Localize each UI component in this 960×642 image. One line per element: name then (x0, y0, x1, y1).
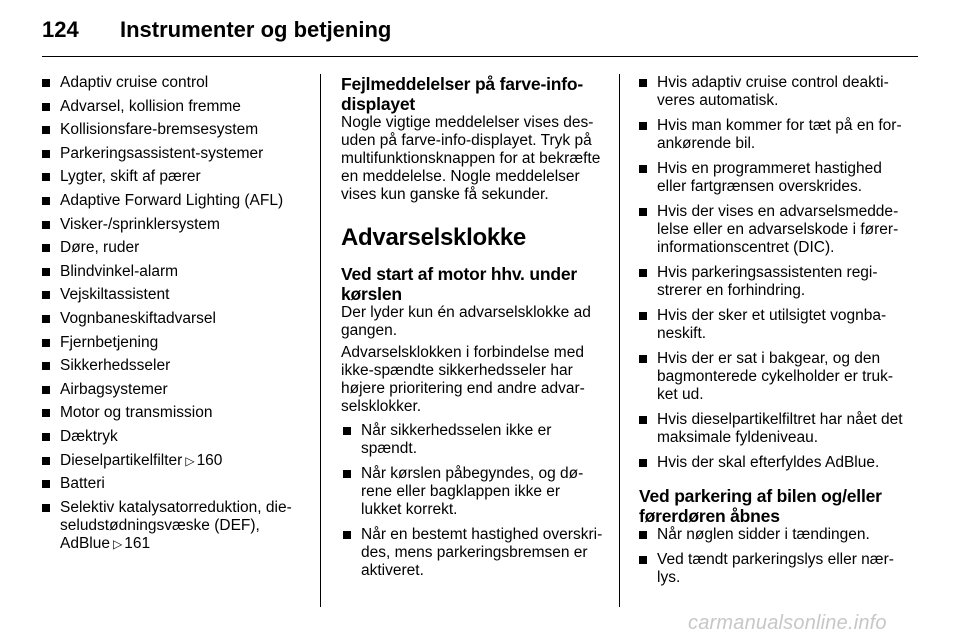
list-item-text: Sikkerhedsseler (60, 357, 171, 375)
list-item (343, 526, 603, 580)
list-item (42, 404, 306, 422)
page-header (42, 14, 918, 60)
list-item (42, 263, 306, 281)
list-item-text: Fjernbetjening (60, 333, 159, 351)
list-item-text: Når kørslen påbegyndes, og dørene eller bagklappen ikke er lukket korrekt. (361, 465, 584, 518)
header-rule (42, 56, 918, 57)
list-item-text: Hvis der sker et utilsigtet vognbaneskift. (657, 307, 887, 342)
page-number: 124 (42, 17, 79, 42)
list-item (42, 216, 306, 234)
list-item (42, 475, 306, 493)
list-item (42, 310, 306, 328)
page-title: Instrumenter og betjening (120, 17, 392, 42)
section-heading: Fejlmeddelelser på farve-info-displayet (341, 74, 583, 114)
list-item-text: Hvis man kommer for tæt på en forankørende bil. (657, 117, 902, 152)
page-reference[interactable]: 160 (196, 451, 223, 469)
section-paragraph: Nogle vigtige meddelelser vises desuden på farve-info-displayet. Tryk på multifunktionsknappen for at bekræfte en meddelelse. Nogle meddelelser vises kun ganske få sekunder. (341, 114, 601, 203)
list-item (42, 121, 306, 139)
list-item (639, 160, 903, 196)
chapter-heading: Advarselsklokke (341, 224, 526, 251)
list-item (42, 286, 306, 304)
list-item-text: Dieselpartikelfilter (60, 451, 183, 469)
list-item (639, 307, 903, 343)
column-2 (341, 74, 603, 587)
list-item (42, 381, 306, 399)
paragraph: Der lyder kun én advarselsklokke ad gangen. (341, 304, 591, 339)
list-item (639, 203, 903, 257)
chime-list (343, 422, 603, 580)
list-item (639, 454, 903, 472)
list-item-text: Kollisionsfare-bremsesystem (60, 121, 259, 139)
list-item (42, 74, 306, 92)
list-item (343, 422, 603, 458)
topic-list (42, 74, 306, 553)
column-3 (639, 74, 903, 594)
list-item-text: Vejskiltassistent (60, 286, 170, 304)
list-item (639, 526, 903, 544)
list-item-text: Hvis parkeringsassistenten registrerer en forhindring. (657, 264, 878, 299)
list-item (42, 452, 306, 470)
list-item-text: Dæktryk (60, 427, 118, 445)
list-item (42, 357, 306, 375)
list-item-text: Visker-/sprinklersystem (60, 215, 220, 233)
list-item-text: Motor og transmission (60, 404, 213, 422)
list-item-text: Døre, ruder (60, 239, 140, 257)
list-item-text: Selektiv katalysatorreduktion, dieseludstødningsvæske (DEF), AdBlue (60, 498, 292, 552)
list-item-text: Batteri (60, 475, 105, 493)
list-item-text: Lygter, skift af pærer (60, 168, 201, 186)
list-item-text: Blindvinkel-alarm (60, 262, 179, 280)
list-item-text: Ved tændt parkeringslys eller nærlys. (657, 551, 894, 586)
chime-list (639, 526, 903, 587)
list-item-text: Hvis dieselpartikelfiltret har nået det maksimale fyldeniveau. (657, 411, 903, 446)
xref-icon: ▷ (185, 453, 195, 468)
subheading: Ved start af motor hhv. under kørslen (341, 264, 577, 304)
list-item (42, 192, 306, 210)
list-item (42, 334, 306, 352)
list-item (639, 74, 903, 110)
list-item-text: Hvis en programmeret hastighed eller fartgrænsen overskrides. (657, 160, 882, 195)
list-item (639, 350, 903, 404)
list-item-text: Airbagsystemer (60, 380, 168, 398)
list-item (343, 465, 603, 519)
list-item (639, 411, 903, 447)
chime-list (639, 74, 903, 472)
list-item (42, 499, 306, 553)
list-item-text: Advarsel, kollision fremme (60, 97, 241, 115)
list-item-text: Vognbaneskiftadvarsel (60, 309, 216, 327)
column-divider (320, 74, 321, 607)
list-item-text: Når nøglen sidder i tændingen. (657, 526, 870, 543)
column-1 (42, 74, 306, 558)
list-item-text: Hvis der skal efterfyldes AdBlue. (657, 454, 880, 471)
list-item (639, 551, 903, 587)
list-item-text: Hvis der er sat i bakgear, og den bagmonterede cykelholder er trukket ud. (657, 350, 894, 403)
list-item-text: Adaptiv cruise control (60, 74, 209, 91)
list-item (42, 98, 306, 116)
list-item (42, 428, 306, 446)
column-divider (619, 74, 620, 607)
list-item-text: Hvis der vises en advarselsmeddelelse eller en advarselskode i førerinformationscentret (DIC). (657, 203, 899, 256)
list-item (639, 117, 903, 153)
xref-icon: ▷ (112, 536, 123, 551)
subheading: Ved parkering af bilen og/eller førerdøren åbnes (639, 486, 882, 526)
list-item (42, 239, 306, 257)
list-item (639, 264, 903, 300)
list-item (42, 145, 306, 163)
list-item (42, 168, 306, 186)
list-item-text: Adaptive Forward Lighting (AFL) (60, 191, 284, 209)
watermark: carmanualsonline.info (688, 612, 887, 634)
list-item-text: Hvis adaptiv cruise control deaktiveres automatisk. (657, 74, 889, 109)
list-item-text: Når sikkerhedsselen ikke er spændt. (361, 422, 552, 457)
paragraph: Advarselsklokken i forbindelse med ikke-spændte sikkerhedsseler har højere prioritering end andre advarselsklokker. (341, 344, 585, 415)
page-reference[interactable]: 161 (124, 534, 151, 552)
list-item-text: Når en bestemt hastighed overskrides, mens parkeringsbremsen er aktiveret. (361, 526, 603, 579)
list-item-text: Parkeringsassistent-systemer (60, 144, 264, 162)
